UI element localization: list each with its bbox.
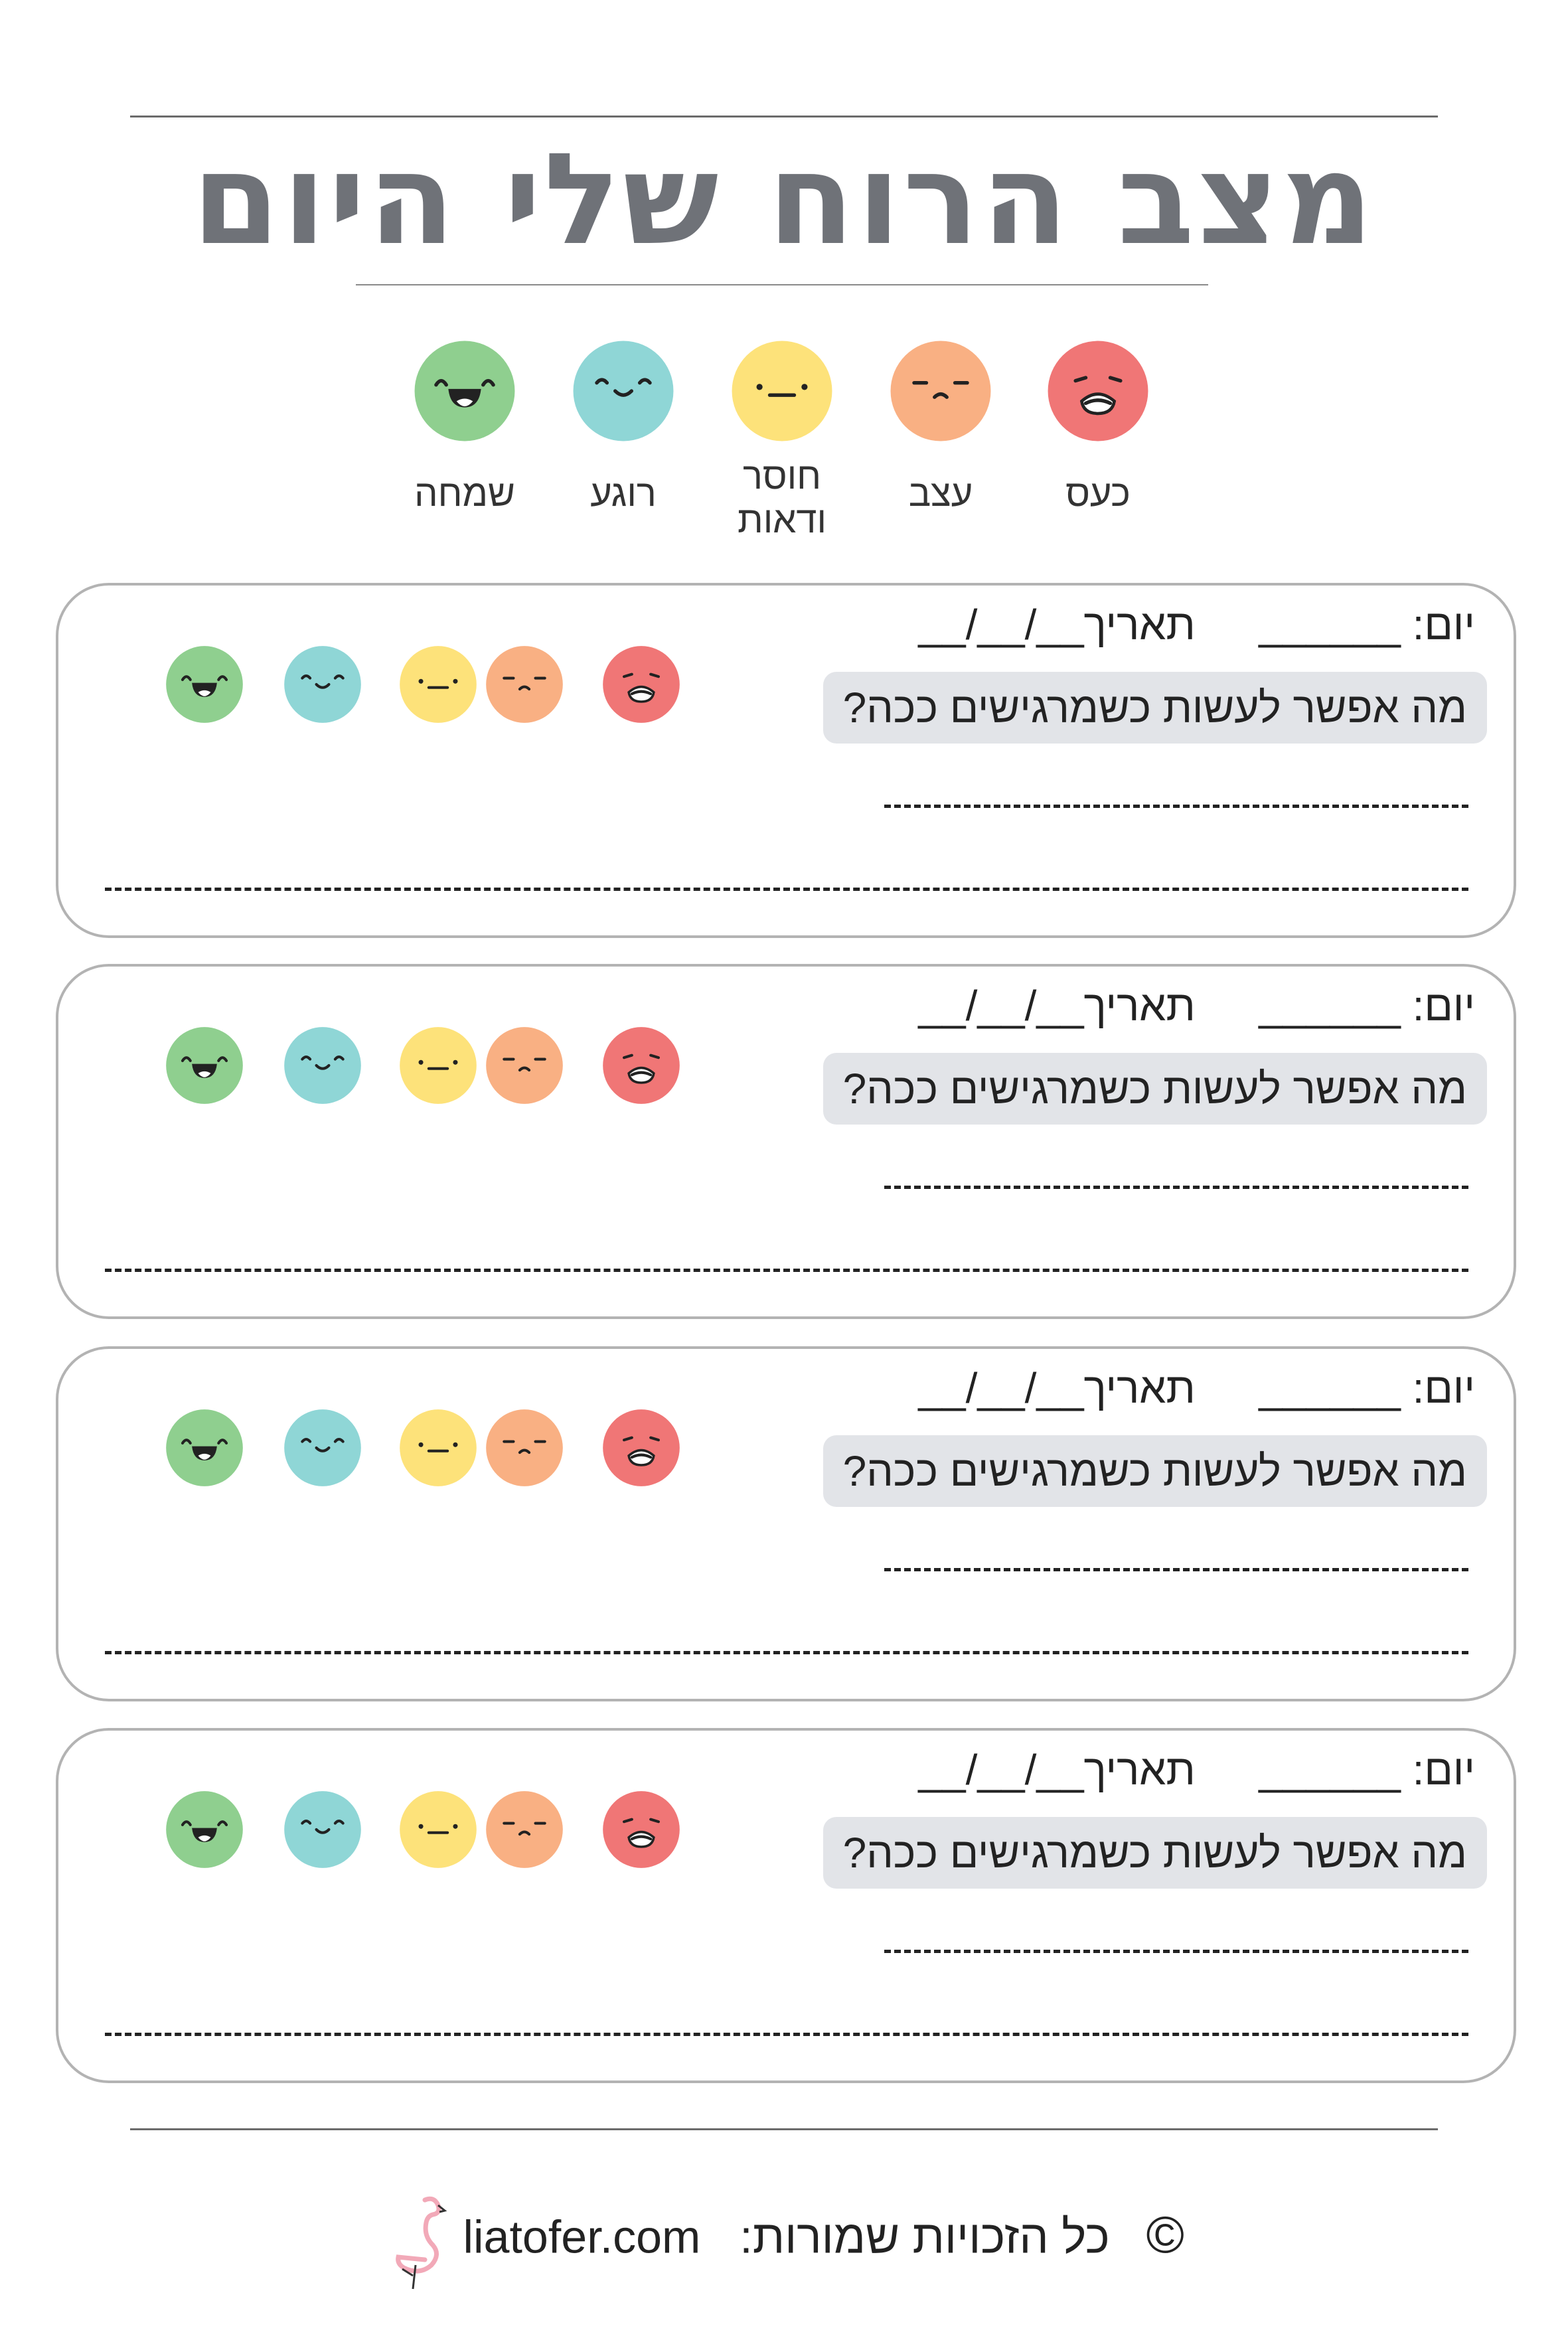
sad-face-choice-icon[interactable] [485, 1790, 564, 1869]
unsure-face-choice-icon[interactable] [399, 1026, 477, 1105]
date-row [918, 1364, 1475, 1413]
date-row [918, 600, 1475, 649]
calm-face-choice-icon[interactable] [283, 1790, 362, 1869]
answer-line-long[interactable] [105, 1651, 1468, 1654]
day-field[interactable]: ______ [1259, 1746, 1401, 1794]
title-underline [356, 284, 1208, 285]
question-box: מה אפשר לעשות כשמרגישים ככה? [823, 672, 1487, 744]
copyright-symbol: © [1146, 2205, 1185, 2264]
mood-entry-card [56, 583, 1516, 938]
angry-face-choice-icon[interactable] [602, 1026, 680, 1105]
legend-label-line: שמחה [414, 472, 515, 514]
site-link[interactable]: liatofer.com [463, 2211, 701, 2263]
flamingo-icon [384, 2191, 450, 2290]
day-label: יום: [1412, 1746, 1475, 1794]
happy-face-choice-icon[interactable] [165, 1026, 244, 1105]
question-box: מה אפשר לעשות כשמרגישים ככה? [823, 1053, 1487, 1125]
happy-face-choice-icon[interactable] [165, 645, 244, 724]
bottom-rule [130, 2128, 1438, 2130]
footer [0, 2191, 1568, 2290]
question-box: מה אפשר לעשות כשמרגישים ככה? [823, 1435, 1487, 1507]
mood-entry-card [56, 1728, 1516, 2083]
calm-face-icon [572, 340, 674, 442]
top-rule [130, 116, 1438, 118]
day-label: יום: [1412, 982, 1475, 1030]
date-field[interactable]: __/__/__ [918, 601, 1084, 649]
date-field[interactable]: __/__/__ [918, 1746, 1084, 1794]
calm-face-choice-icon[interactable] [283, 1026, 362, 1105]
legend-label-line: רוגע [590, 472, 657, 514]
day-field[interactable]: ______ [1259, 982, 1401, 1030]
question-box: מה אפשר לעשות כשמרגישים ככה? [823, 1817, 1487, 1889]
answer-line-long[interactable] [105, 888, 1468, 891]
legend-label-happy [385, 471, 544, 515]
page-title: מצב הרוח שלי היום [192, 126, 1376, 273]
day-label: יום: [1412, 1364, 1475, 1412]
mood-entry-card [56, 964, 1516, 1319]
date-label: תאריך [1083, 601, 1196, 649]
happy-face-icon [414, 340, 516, 442]
calm-face-choice-icon[interactable] [283, 1409, 362, 1487]
day-field[interactable]: ______ [1259, 1364, 1401, 1412]
mood-entry-card [56, 1346, 1516, 1701]
sad-face-choice-icon[interactable] [485, 1409, 564, 1487]
sad-face-icon [890, 340, 992, 442]
unsure-face-choice-icon[interactable] [399, 1409, 477, 1487]
calm-face-choice-icon[interactable] [283, 645, 362, 724]
happy-face-choice-icon[interactable] [165, 1409, 244, 1487]
answer-line-short[interactable] [884, 1950, 1468, 1953]
angry-face-choice-icon[interactable] [602, 1790, 680, 1869]
unsure-face-icon [731, 340, 833, 442]
sad-face-choice-icon[interactable] [485, 1026, 564, 1105]
answer-line-long[interactable] [105, 2033, 1468, 2036]
date-label: תאריך [1083, 1746, 1196, 1794]
date-label: תאריך [1083, 1364, 1196, 1412]
day-label: יום: [1412, 601, 1475, 649]
angry-face-choice-icon[interactable] [602, 645, 680, 724]
day-field[interactable]: ______ [1259, 601, 1401, 649]
date-row [918, 981, 1475, 1030]
answer-line-short[interactable] [884, 1186, 1468, 1189]
legend-label-unsure [702, 454, 862, 542]
legend-label-calm [544, 471, 703, 515]
sad-face-choice-icon[interactable] [485, 645, 564, 724]
angry-face-icon [1047, 340, 1149, 442]
legend-label-sad [861, 471, 1020, 515]
unsure-face-choice-icon[interactable] [399, 645, 477, 724]
date-row [918, 1745, 1475, 1794]
legend-label-line: עצב [908, 472, 973, 514]
answer-line-short[interactable] [884, 805, 1468, 808]
date-label: תאריך [1083, 982, 1196, 1030]
answer-line-short[interactable] [884, 1568, 1468, 1571]
legend-label-line: חוסר [742, 455, 822, 497]
angry-face-choice-icon[interactable] [602, 1409, 680, 1487]
date-field[interactable]: __/__/__ [918, 982, 1084, 1030]
unsure-face-choice-icon[interactable] [399, 1790, 477, 1869]
rights-text: כל הזכויות שמורות: [740, 2211, 1110, 2263]
legend-label-line: כעס [1065, 472, 1131, 514]
happy-face-choice-icon[interactable] [165, 1790, 244, 1869]
legend-label-angry [1018, 471, 1178, 515]
legend-label-line: ודאות [738, 499, 826, 540]
answer-line-long[interactable] [105, 1269, 1468, 1272]
date-field[interactable]: __/__/__ [918, 1364, 1084, 1412]
